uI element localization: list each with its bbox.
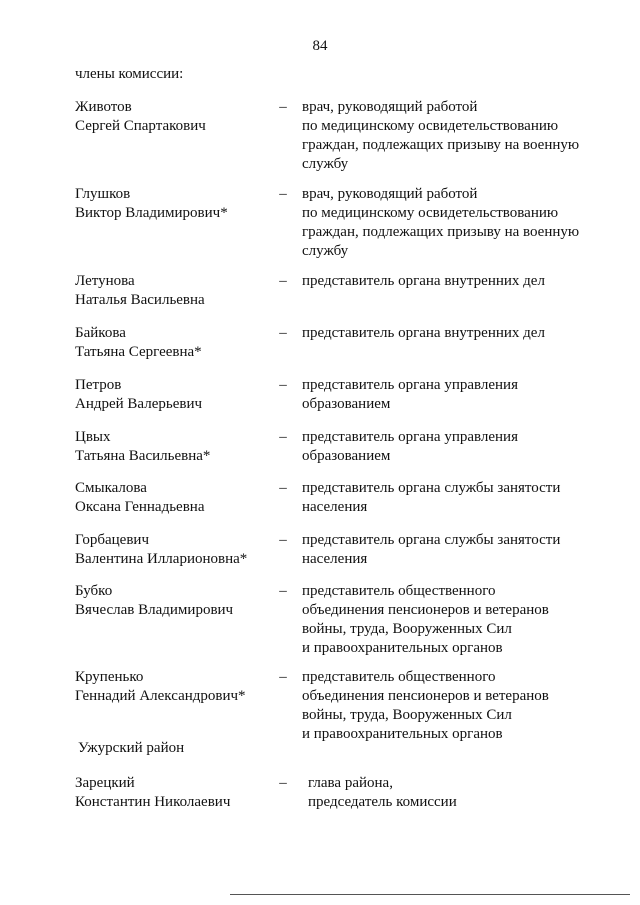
member-surname: Горбацевич bbox=[75, 532, 149, 548]
chair-name bbox=[75, 774, 275, 812]
member-name bbox=[75, 185, 275, 223]
member-name bbox=[75, 98, 275, 136]
role-line: службу bbox=[302, 243, 349, 259]
member-given-names: Татьяна Васильевна* bbox=[75, 448, 211, 464]
member-role bbox=[302, 272, 602, 291]
role-line: представитель общественного bbox=[302, 583, 496, 599]
member-name bbox=[75, 272, 275, 310]
role-line: представитель органа службы занятости bbox=[302, 532, 561, 548]
dash-separator: – bbox=[279, 273, 287, 289]
role-line: и правоохранительных органов bbox=[302, 726, 503, 742]
role-line: объединения пенсионеров и ветеранов bbox=[302, 688, 549, 704]
member-role bbox=[302, 185, 602, 261]
member-given-names: Наталья Васильевна bbox=[75, 292, 205, 308]
member-surname: Байкова bbox=[75, 325, 126, 341]
member-role bbox=[302, 428, 602, 466]
role-line: образованием bbox=[302, 396, 391, 412]
role-line: войны, труда, Вооруженных Сил bbox=[302, 707, 512, 723]
dash-separator: – bbox=[279, 377, 287, 393]
district-heading: Ужурский район bbox=[78, 740, 185, 756]
role-line: глава района, bbox=[308, 775, 393, 791]
member-given-names: Оксана Геннадьевна bbox=[75, 499, 205, 515]
role-line: граждан, подлежащих призыву на военную bbox=[302, 137, 580, 153]
member-name bbox=[75, 324, 275, 362]
dash-separator: – bbox=[279, 186, 287, 202]
member-given-names: Андрей Валерьевич bbox=[75, 396, 203, 412]
role-line: населения bbox=[302, 499, 368, 515]
member-name bbox=[75, 531, 275, 569]
role-line: представитель органа внутренних дел bbox=[302, 273, 545, 289]
chair-role bbox=[308, 774, 608, 812]
member-role bbox=[302, 376, 602, 414]
dash-separator: – bbox=[279, 429, 287, 445]
role-line: образованием bbox=[302, 448, 391, 464]
member-given-names: Виктор Владимирович* bbox=[75, 205, 228, 221]
role-line: по медицинскому освидетельствованию bbox=[302, 205, 559, 221]
member-name bbox=[75, 376, 275, 414]
role-line: врач, руководящий работой bbox=[302, 99, 478, 115]
role-line: председатель комиссии bbox=[308, 794, 457, 810]
dash-separator: – bbox=[279, 325, 287, 341]
page-number: 84 bbox=[312, 38, 328, 54]
member-surname: Смыкалова bbox=[75, 480, 147, 496]
member-surname: Цвых bbox=[75, 429, 111, 445]
role-line: представитель органа управления bbox=[302, 429, 518, 445]
member-role bbox=[302, 531, 602, 569]
role-line: представитель органа управления bbox=[302, 377, 518, 393]
member-name bbox=[75, 582, 275, 620]
member-given-names: Валентина Илларионовна* bbox=[75, 551, 248, 567]
member-surname: Бубко bbox=[75, 583, 113, 599]
role-line: граждан, подлежащих призыву на военную bbox=[302, 224, 580, 240]
member-surname: Крупенько bbox=[75, 669, 144, 685]
dash-separator: – bbox=[279, 669, 287, 685]
role-line: службу bbox=[302, 156, 349, 172]
dash-separator: – bbox=[279, 532, 287, 548]
chair-given-names: Константин Николаевич bbox=[75, 794, 231, 810]
member-role bbox=[302, 668, 602, 744]
member-role bbox=[302, 479, 602, 517]
role-line: войны, труда, Вооруженных Сил bbox=[302, 621, 512, 637]
member-name bbox=[75, 428, 275, 466]
bottom-rule-divider bbox=[230, 894, 630, 895]
member-role bbox=[302, 324, 602, 343]
role-line: и правоохранительных органов bbox=[302, 640, 503, 656]
member-role bbox=[302, 98, 602, 174]
role-line: по медицинскому освидетельствованию bbox=[302, 118, 559, 134]
member-surname: Летунова bbox=[75, 273, 135, 289]
role-line: представитель органа внутренних дел bbox=[302, 325, 545, 341]
dash-separator: – bbox=[279, 99, 287, 115]
dash-separator: – bbox=[279, 480, 287, 496]
member-given-names: Вячеслав Владимирович bbox=[75, 602, 234, 618]
role-line: объединения пенсионеров и ветеранов bbox=[302, 602, 549, 618]
member-given-names: Татьяна Сергеевна* bbox=[75, 344, 202, 360]
member-surname: Животов bbox=[75, 99, 132, 115]
role-line: представитель органа службы занятости bbox=[302, 480, 561, 496]
role-line: представитель общественного bbox=[302, 669, 496, 685]
member-given-names: Геннадий Александрович* bbox=[75, 688, 246, 704]
dash-separator: – bbox=[279, 583, 287, 599]
role-line: населения bbox=[302, 551, 368, 567]
member-given-names: Сергей Спартакович bbox=[75, 118, 206, 134]
role-line: врач, руководящий работой bbox=[302, 186, 478, 202]
member-surname: Глушков bbox=[75, 186, 131, 202]
chair-surname: Зарецкий bbox=[75, 775, 135, 791]
member-role bbox=[302, 582, 602, 658]
member-surname: Петров bbox=[75, 377, 122, 393]
commission-members-heading: члены комиссии: bbox=[75, 66, 184, 82]
member-name bbox=[75, 668, 275, 706]
member-name bbox=[75, 479, 275, 517]
dash-separator: – bbox=[279, 775, 287, 791]
